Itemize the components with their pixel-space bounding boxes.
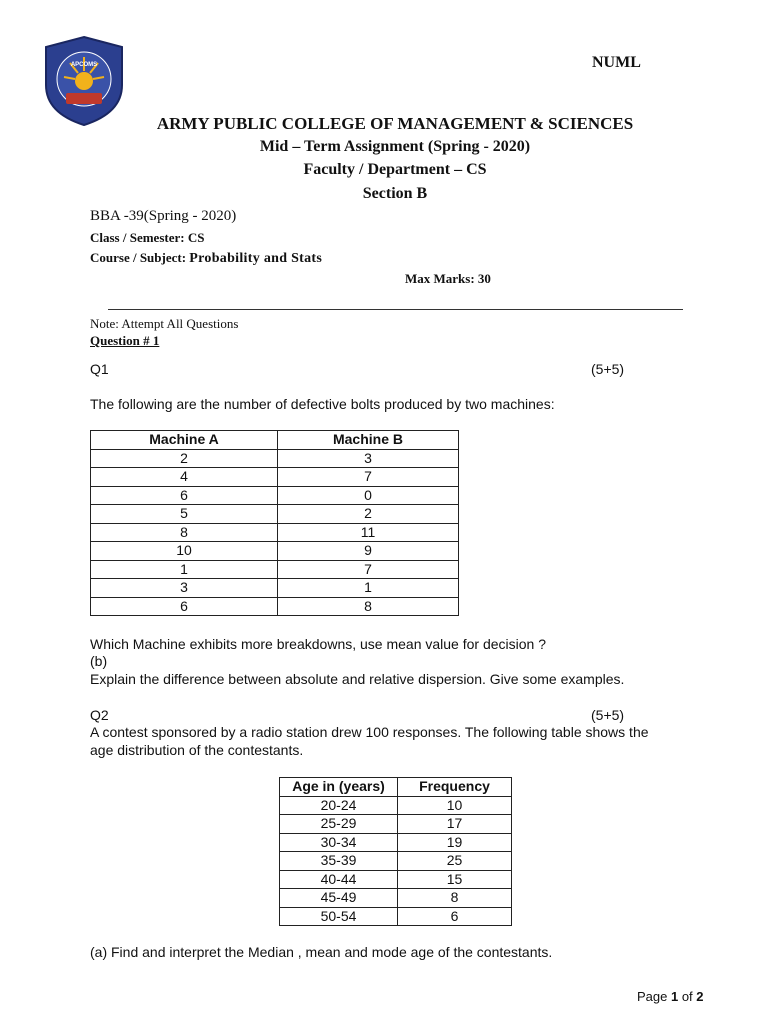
table-row (280, 889, 512, 908)
page-indicator (637, 989, 704, 1004)
table-cell: 20-24 (280, 796, 398, 815)
table-row (91, 468, 459, 487)
section-line: Section B (362, 185, 428, 202)
institution-short: NUML (592, 54, 641, 71)
table-cell: 10 (398, 796, 512, 815)
note: Note: Attempt All Questions (90, 316, 239, 331)
page-prefix: Page (637, 989, 671, 1004)
assignment-title: Mid – Term Assignment (Spring - 2020) (259, 138, 531, 155)
table-cell: 7 (278, 560, 459, 579)
q1-part-b: Explain the difference between absolute and relative dispersion. Give some examples. (90, 671, 625, 687)
q1-part-b-label: (b) (90, 653, 108, 669)
table-cell: 7 (278, 468, 459, 487)
table-header: Machine B (278, 431, 459, 450)
table-cell: 2 (91, 449, 278, 468)
table-row (280, 815, 512, 834)
table-cell: 2 (278, 505, 459, 524)
table-header-row (91, 431, 459, 450)
table-cell: 10 (91, 542, 278, 561)
divider (108, 309, 683, 310)
page-total: 2 (696, 989, 704, 1004)
table-cell: 1 (278, 579, 459, 598)
table-row (280, 852, 512, 871)
table-cell: 30-34 (280, 833, 398, 852)
table-cell: 9 (278, 542, 459, 561)
course-label: Course / Subject: (90, 250, 190, 265)
max-marks: Max Marks: 30 (405, 271, 491, 286)
class-line: Class / Semester: CS (90, 230, 205, 245)
table-cell: 3 (278, 449, 459, 468)
table-row (91, 505, 459, 524)
table-header: Frequency (398, 778, 512, 797)
table-row (280, 796, 512, 815)
table-header-row (280, 778, 512, 797)
table-cell: 45-49 (280, 889, 398, 908)
q2-intro-line1: A contest sponsored by a radio station drew 100 responses. The following table shows the (90, 724, 649, 740)
table-row (91, 560, 459, 579)
table-cell: 19 (398, 833, 512, 852)
faculty-line: Faculty / Department – CS (303, 161, 487, 178)
table-cell: 1 (91, 560, 278, 579)
table-cell: 17 (398, 815, 512, 834)
q2-label: Q2 (90, 707, 109, 723)
table-cell: 6 (91, 486, 278, 505)
table-cell: 35-39 (280, 852, 398, 871)
table-row (280, 833, 512, 852)
course-value: Probability and Stats (189, 251, 323, 266)
table-cell: 3 (91, 579, 278, 598)
q1-marks: (5+5) (591, 361, 625, 377)
table-cell: 8 (278, 597, 459, 616)
table-header: Machine A (91, 431, 278, 450)
table-row (91, 486, 459, 505)
q1-label: Q1 (90, 361, 109, 377)
age-table (279, 777, 512, 926)
batch-line: BBA -39(Spring - 2020) (90, 208, 237, 224)
q2-intro-line2: age distribution of the contestants. (90, 742, 304, 758)
machine-table-wrap (90, 430, 459, 616)
table-cell: 15 (398, 870, 512, 889)
table-cell: 50-54 (280, 907, 398, 926)
table-cell: 8 (91, 523, 278, 542)
table-row (280, 907, 512, 926)
q1-intro: The following are the number of defective bolts produced by two machines: (90, 396, 555, 412)
table-header: Age in (years) (280, 778, 398, 797)
table-row (280, 870, 512, 889)
table-row (91, 449, 459, 468)
q2-marks: (5+5) (591, 707, 625, 723)
table-row (91, 597, 459, 616)
q1-part-a: Which Machine exhibits more breakdowns, use mean value for decision ? (90, 636, 547, 652)
age-table-wrap (279, 777, 512, 926)
table-cell: 25 (398, 852, 512, 871)
table-cell: 11 (278, 523, 459, 542)
page-number: 1 (670, 989, 679, 1004)
table-row (91, 579, 459, 598)
table-cell: 4 (91, 468, 278, 487)
table-row (91, 523, 459, 542)
table-cell: 6 (91, 597, 278, 616)
q2-part-a: (a) Find and interpret the Median , mean and mode age of the contestants. (90, 944, 553, 960)
course-line (90, 250, 322, 267)
table-cell: 8 (398, 889, 512, 908)
table-cell: 6 (398, 907, 512, 926)
page-of: of (678, 989, 697, 1004)
table-row (91, 542, 459, 561)
machine-table (90, 430, 459, 616)
question-heading: Question # 1 (90, 333, 160, 348)
table-cell: 40-44 (280, 870, 398, 889)
table-cell: 5 (91, 505, 278, 524)
logo-badge-text: APCOMS (70, 62, 98, 68)
table-cell: 25-29 (280, 815, 398, 834)
college-name: ARMY PUBLIC COLLEGE OF MANAGEMENT & SCIENCES (156, 114, 634, 133)
table-cell: 0 (278, 486, 459, 505)
